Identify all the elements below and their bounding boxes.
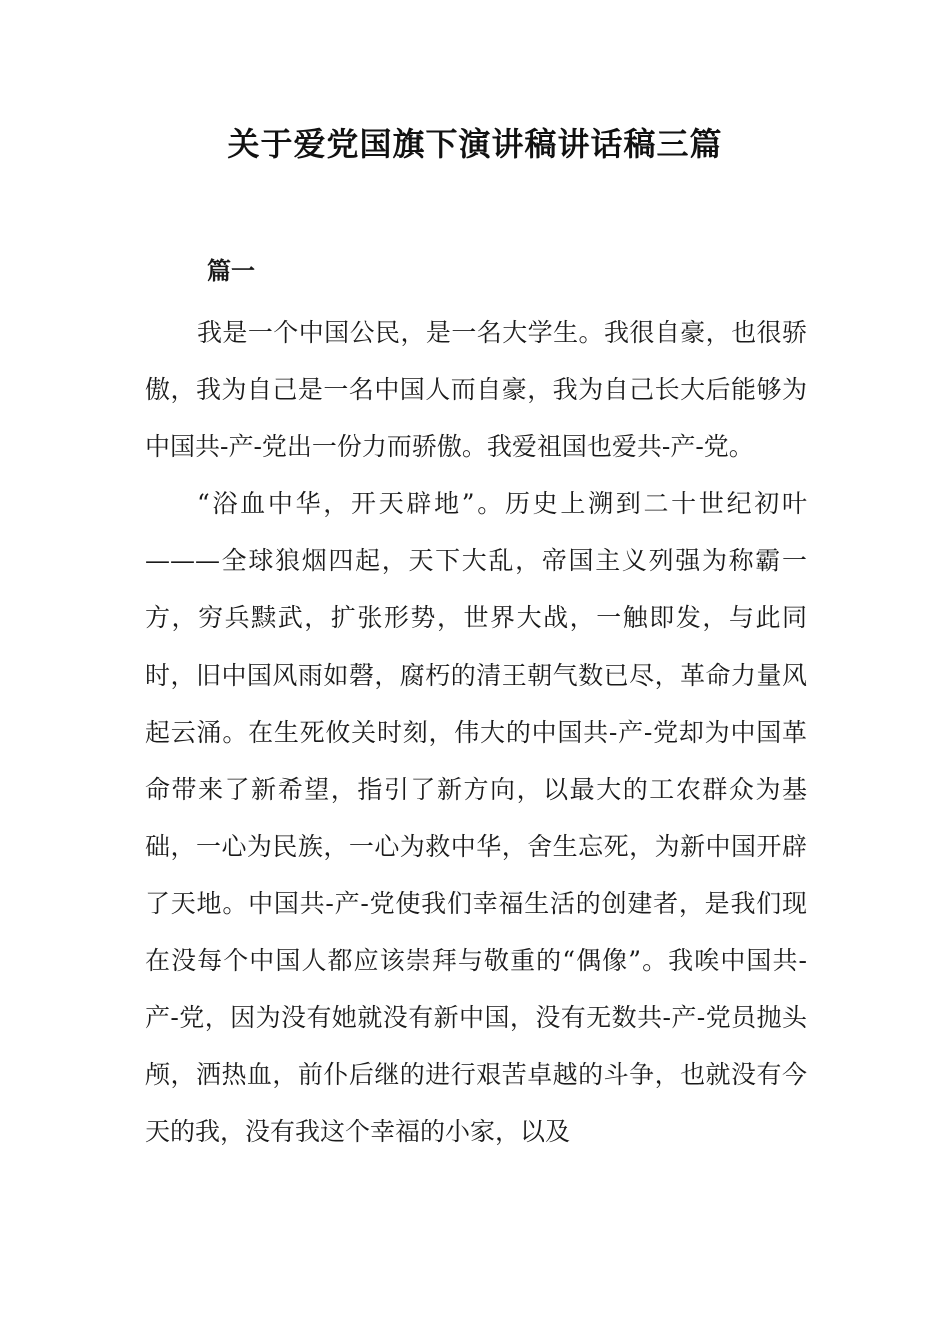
paragraph-2: “浴血中华，开天辟地”。历史上溯到二十世纪初叶———全球狼烟四起，天下大乱，帝国主义列强为称霸一方，穷兵黩武，扩张形势，世界大战，一触即发，与此同时，旧中国风雨如磬，腐朽的清王朝气数已尽，革命力量风起云涌。在生死攸关时刻，伟大的中国共-产-党却为中国革命带来了新希望，指引了新方向，以最大的工农群众为基础，一心为民族，一心为救中华，舍生忘死，为新中国开辟了天地。中国共-产-党使我们幸福生活的创建者，是我们现在没每个中国人都应该崇拜与敬重的“偶像”。我唉中国共-产-党，因为没有她就没有新中国，没有无数共-产-党员抛头颅，洒热血，前仆后继的进行艰苦卓越的斗争，也就没有今天的我，没有我这个幸福的小家，以及	[145, 489, 807, 1147]
paragraph-1: 我是一个中国公民，是一名大学生。我很自豪，也很骄傲，我为自己是一名中国人而自豪，我为自己长大后能够为中国共-产-党出一份力而骄傲。我爱祖国也爱共-产-党。	[145, 318, 807, 462]
document-title: 关于爱党国旗下演讲稿讲话稿三篇	[227, 125, 723, 163]
body-text	[145, 304, 807, 1160]
section-heading: 篇一	[207, 256, 255, 285]
